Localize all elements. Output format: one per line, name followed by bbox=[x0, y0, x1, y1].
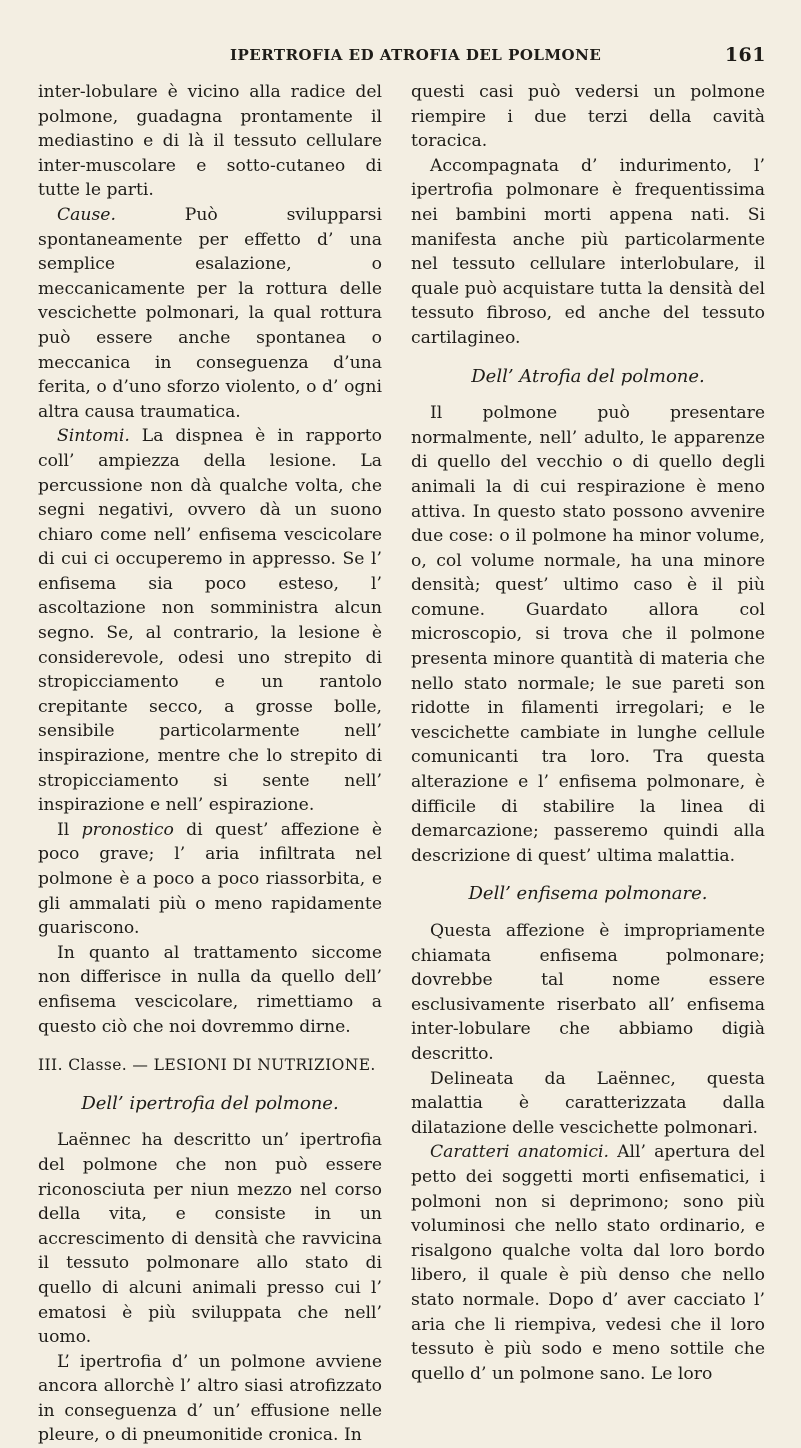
paragraph: Questa affezione è impropriamente chiamata enfisema polmonare; dovrebbe tal nome essere esclusivamente riserbato all’ enfisema inter-lobulare che abbiamo digià descritto. bbox=[411, 921, 765, 1064]
class-heading: III. Classe. — LESIONI DI NUTRIZIONE. bbox=[38, 1056, 376, 1075]
section-heading: Dell’ enfisema polmonare. bbox=[468, 883, 708, 905]
run-in-heading: Sintomi. bbox=[57, 426, 130, 447]
run-in-heading: Cause. bbox=[57, 204, 116, 225]
paragraph: questi casi può vedersi un polmone riempire i due terzi della cavità toracica. bbox=[411, 82, 765, 152]
run-in-heading: Caratteri anatomici. bbox=[430, 1142, 609, 1163]
paragraph: Laënnec ha descritto un’ ipertrofia del polmone che non può essere riconosciuta per niun mezzo nel corso della vita, e consiste in un accrescimento di densità che ravvicina il tessuto polmonare allo stato di quello di alcuni animali presso cui l’ ematosi è più sviluppata che nell’ uomo. bbox=[38, 1130, 382, 1348]
page-number: 161 bbox=[724, 44, 766, 66]
paragraph: inter-lobulare è vicino alla radice del polmone, guadagna prontamente il mediastino e di là il tessuto cellulare inter-muscolare e sotto-cutaneo di tutte le parti. bbox=[38, 82, 382, 201]
page-header bbox=[230, 46, 766, 70]
paragraph: L’ ipertrofia d’ un polmone avviene ancora allorchè l’ altro siasi atrofizzato in conseguenza d’ un’ effusione nelle pleure, o di pneumonitide cronica. In bbox=[38, 1351, 382, 1446]
run-in-heading: pronostico bbox=[81, 819, 174, 840]
left-column bbox=[38, 80, 382, 1448]
paragraph: Delineata da Laënnec, questa malattia è caratterizzata dalla dilatazione delle vescichette polmonari. bbox=[411, 1068, 765, 1138]
paragraph: Il pronostico di quest’ affezione è poco grave; l’ aria infiltrata nel polmone è a poco a poco riassorbita, e gli ammalati più o meno rapidamente guariscono. bbox=[38, 819, 383, 939]
section-heading: Dell’ ipertrofia del polmone. bbox=[81, 1092, 339, 1114]
paragraph: Accompagnata d’ indurimento, l’ ipertrofia polmonare è frequentissima nei bambini morti appena nati. Si manifesta anche più particolarmente nel tessuto cellulare interlobulare, il quale può acquistare tutta la densità del tessuto fibroso, ed anche del tessuto cartilagineo. bbox=[411, 155, 765, 348]
section-heading: Dell’ Atrofia del polmone. bbox=[471, 365, 705, 387]
paragraph: Caratteri anatomici. All’ apertura del petto dei soggetti morti enfisematici, i polmoni non si deprimono; sono più voluminosi che nello stato ordinario, e risalgono qualche volta dal loro bordo libero, il quale è più denso che nello stato normale. Dopo d’ aver cacciato l’ aria che li riempiva, vedesi che il loro tessuto è più sodo e meno sottile che quello d’ un polmone sano. Le loro bbox=[411, 1142, 765, 1384]
right-column bbox=[411, 80, 765, 1386]
paragraph: In quanto al trattamento siccome non differisce in nulla da quello dell’ enfisema vescicolare, rimettiamo a questo ciò che noi dovremmo dirne. bbox=[38, 942, 382, 1037]
running-title: IPERTROFIA ED ATROFIA DEL POLMONE bbox=[230, 46, 602, 64]
paragraph: Cause. Può svilupparsi spontaneamente per effetto d’ una semplice esalazione, o meccanicamente per la rottura delle vescichette polmonari, la qual rottura può essere anche spontanea o meccanica in conseguenza d’una ferita, o d’uno sforzo violento, o d’ ogni altra causa traumatica. bbox=[38, 204, 382, 422]
paragraph: Sintomi. La dispnea è in rapporto coll’ ampiezza della lesione. La percussione non dà qualche volta, che segni negativi, ovvero dà un suono chiaro come nell’ enfisema vescicolare di cui ci occuperemo in appresso. Se l’ enfisema sia poco esteso, l’ ascoltazione non somministra alcun segno. Se, al contrario, la lesione è considerevole, odesi uno strepito di stropicciamento e un rantolo crepitante secco, a grosse bolle, sensibile particolarmente nell’ inspirazione, mentre che lo strepito di stropicciamento si sente nell’ inspirazione e nell’ espirazione. bbox=[38, 426, 382, 816]
paragraph: Il polmone può presentare normalmente, nell’ adulto, le apparenze di quello del vecchio o di quello degli animali la di cui respirazione è meno attiva. In questo stato possono avvenire due cose: o il polmone ha minor volume, o, col volume normale, ha una minore densità; quest’ ultimo caso è il più comune. Guardato allora col microscopio, si trova che il polmone presenta minore quantità di materia che nello stato normale; le sue pareti son ridotte in filamenti irregolari; e le vescichette cambiate in lunghe cellule comunicanti tra loro. Tra questa alterazione e l’ enfisema polmonare, è difficile di stabilire la linea di demarcazione; passeremo quindi alla descrizione di quest’ ultima malattia. bbox=[411, 403, 765, 866]
